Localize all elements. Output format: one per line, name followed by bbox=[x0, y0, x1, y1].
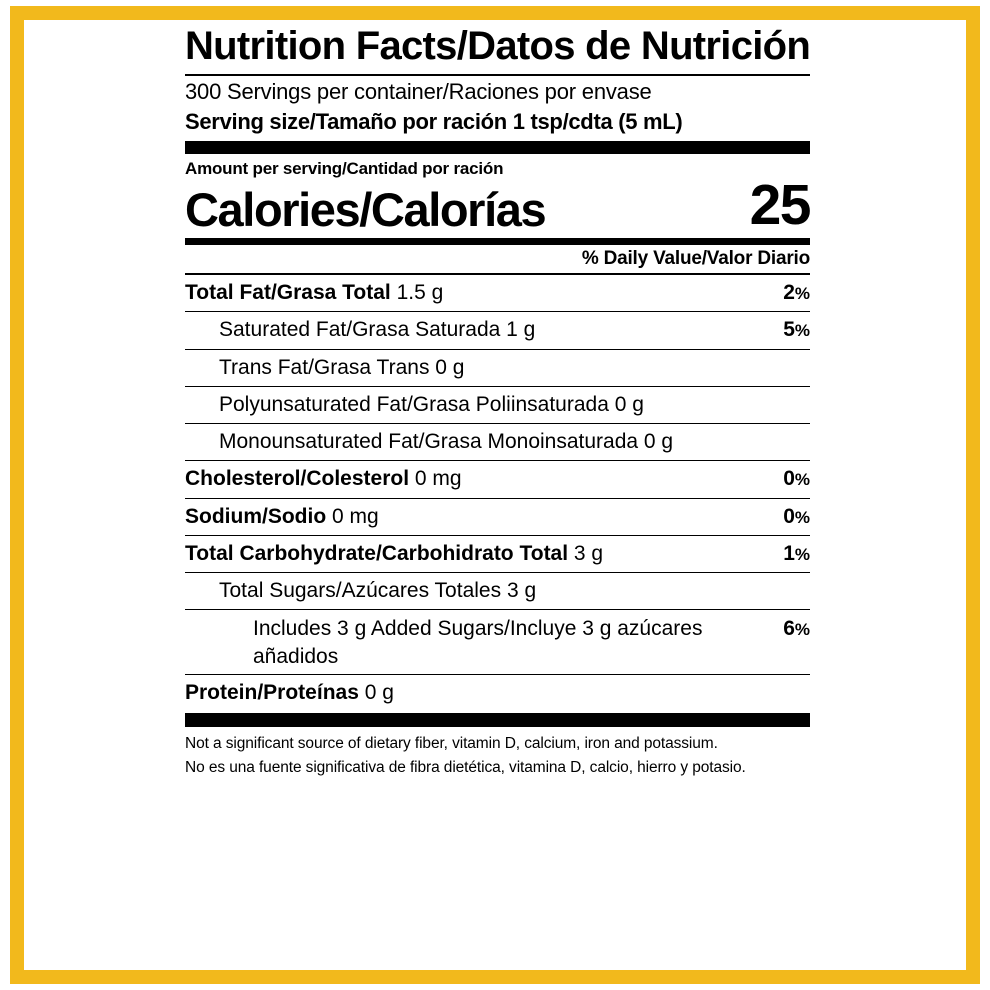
divider-thick-top bbox=[185, 141, 810, 154]
nutrient-text bbox=[185, 541, 783, 567]
nutrient-name: Saturated Fat/Grasa Saturada bbox=[219, 318, 501, 342]
nutrient-amount: 3 g bbox=[506, 579, 537, 602]
calories-row bbox=[185, 173, 810, 237]
nutrient-text bbox=[185, 355, 810, 381]
nutrient-dv bbox=[783, 280, 810, 306]
nutrient-text bbox=[185, 429, 810, 455]
table-row bbox=[185, 536, 810, 572]
nutrient-dv-value: 6 bbox=[783, 617, 795, 641]
nutrient-amount: 0 g bbox=[614, 392, 644, 416]
table-row bbox=[185, 461, 810, 497]
nutrient-amount: 0 g bbox=[435, 355, 465, 379]
nutrition-facts-panel bbox=[185, 26, 810, 779]
nutrient-name: Trans Fat/Grasa Trans bbox=[219, 355, 430, 379]
serving-size: Serving size/Tamaño por ración 1 tsp/cdta (5 mL) bbox=[185, 108, 683, 134]
nutrient-text bbox=[185, 280, 783, 306]
table-row bbox=[185, 387, 810, 423]
nutrient-text bbox=[185, 680, 810, 706]
percent-sign: % bbox=[794, 321, 810, 341]
nutrient-name: Total Sugars/Azúcares Totales bbox=[219, 579, 502, 602]
nutrient-amount: 0 mg bbox=[332, 504, 379, 528]
nutrient-name: Monounsaturated Fat/Grasa Monoinsaturada bbox=[219, 430, 639, 453]
table-row bbox=[185, 424, 810, 460]
percent-sign: % bbox=[794, 470, 810, 490]
servings-per-container: 300 Servings per container/Raciones por envase bbox=[185, 79, 652, 104]
nutrient-name: Polyunsaturated Fat/Grasa Poliinsaturada bbox=[219, 392, 609, 416]
table-row bbox=[185, 275, 810, 311]
footnote-english: Not a significant source of dietary fiber, vitamin D, calcium, iron and potassium. bbox=[185, 735, 718, 753]
nutrient-name: Protein/Proteínas bbox=[185, 680, 359, 704]
table-row bbox=[185, 675, 810, 711]
nutrient-dv bbox=[783, 504, 810, 530]
nutrient-amount: 0 g bbox=[364, 680, 394, 704]
nutrient-amount: 1 g bbox=[506, 318, 536, 342]
nutrient-dv bbox=[783, 541, 810, 567]
page-title: Nutrition Facts/Datos de Nutrición bbox=[185, 24, 811, 68]
nutrient-dv bbox=[783, 466, 810, 492]
nutrient-text bbox=[185, 317, 783, 343]
nutrient-amount: 1.5 g bbox=[396, 281, 444, 304]
nutrient-dv-value: 1 bbox=[783, 541, 795, 565]
divider-thick-bottom bbox=[185, 713, 810, 727]
calories-value: 25 bbox=[749, 173, 810, 237]
table-row bbox=[185, 573, 810, 609]
nutrient-amount: 0 mg bbox=[414, 467, 462, 491]
table-row bbox=[185, 350, 810, 386]
nutrient-dv-value: 2 bbox=[783, 281, 795, 304]
nutrient-dv bbox=[783, 616, 810, 642]
nutrient-amount: 3 g bbox=[573, 541, 604, 565]
nutrient-dv bbox=[783, 317, 810, 343]
divider-under-calories bbox=[185, 238, 810, 245]
divider-under-title bbox=[185, 74, 810, 76]
percent-sign: % bbox=[794, 544, 810, 564]
table-row bbox=[185, 610, 810, 674]
percent-sign: % bbox=[794, 284, 810, 303]
percent-sign: % bbox=[794, 507, 810, 527]
nutrient-text: Includes 3 g Added Sugars/Incluye 3 g azúcares añadidos bbox=[253, 617, 703, 668]
calories-label: Calories/Calorías bbox=[185, 182, 546, 236]
nutrient-dv-value: 0 bbox=[783, 467, 795, 491]
nutrient-amount: 0 g bbox=[643, 430, 674, 453]
nutrient-dv-value: 5 bbox=[783, 318, 795, 342]
footnote-spanish: No es una fuente significativa de fibra dietética, vitamina D, calcio, hierro y potasio. bbox=[185, 758, 746, 776]
nutrient-name: Sodium/Sodio bbox=[185, 504, 327, 528]
nutrient-dv-value: 0 bbox=[783, 504, 795, 528]
nutrient-name: Total Fat/Grasa Total bbox=[185, 281, 391, 304]
daily-value-header: % Daily Value/Valor Diario bbox=[581, 248, 810, 269]
nutrient-name: Total Carbohydrate/Carbohidrato Total bbox=[185, 541, 569, 565]
table-row bbox=[185, 499, 810, 535]
table-row bbox=[185, 312, 810, 348]
percent-sign: % bbox=[794, 620, 810, 640]
amount-per-serving-label: Amount per serving/Cantidad por ración bbox=[185, 159, 504, 178]
nutrient-text bbox=[185, 504, 783, 530]
nutrient-text bbox=[185, 578, 810, 604]
nutrient-text bbox=[185, 392, 810, 418]
nutrient-name: Cholesterol/Colesterol bbox=[185, 467, 410, 491]
nutrient-text bbox=[185, 466, 783, 492]
